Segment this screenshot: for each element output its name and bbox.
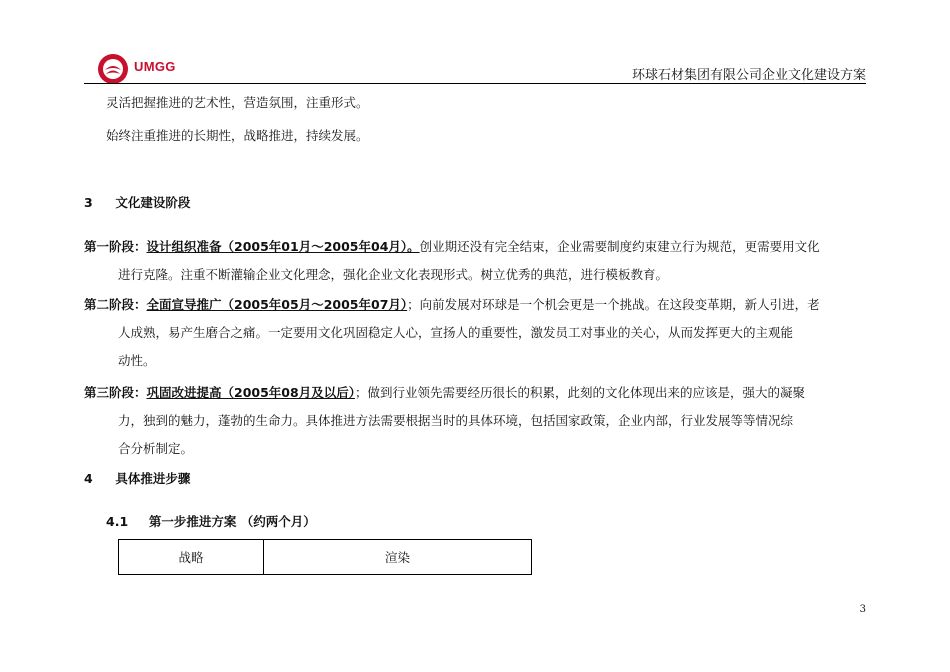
table-header-strategy: 战略 <box>119 540 264 575</box>
stage-text: 创业期还没有完全结束，企业需要制度约束建立行为规范，更需要用文化 <box>419 239 820 254</box>
stage-1 <box>84 233 866 289</box>
stage-text: 人成熟，易产生磨合之痛。一定要用文化巩固稳定人心，宣扬人的重要性，激发员工对事业的关心，从而发挥更大的主观能 <box>118 325 794 340</box>
section-number: 4 <box>84 471 93 486</box>
table-header-render: 渲染 <box>264 540 532 575</box>
stage-text: 力，独到的魅力，蓬勃的生命力。具体推进方法需要根据当时的具体环境，包括国家政策，企业内部，行业发展等等情况综 <box>118 413 794 428</box>
stage-2 <box>84 291 866 375</box>
section-3-heading <box>84 189 190 217</box>
header-divider <box>84 83 866 84</box>
section-title: 第一步推进方案 （约两个月） <box>148 514 316 529</box>
section-number: 3 <box>84 195 93 210</box>
section-title: 具体推进步骤 <box>115 471 191 486</box>
section-4-heading <box>84 465 190 493</box>
stage-text: ；向前发展对环球是一个机会更是一个挑战。在这段变革期，新人引进，老 <box>407 297 820 312</box>
table-row <box>119 540 532 575</box>
page-number: 3 <box>859 604 866 615</box>
stage-text: 进行克隆。注重不断灌输企业文化理念，强化企业文化表现形式。树立优秀的典范，进行模板教育。 <box>118 267 669 282</box>
stage-label: 第一阶段： <box>84 239 147 254</box>
section-title: 文化建设阶段 <box>115 195 191 210</box>
stage-text: ；做到行业领先需要经历很长的积累，此刻的文化体现出来的应该是，强大的凝聚 <box>354 385 805 400</box>
stage-label: 第三阶段： <box>84 385 147 400</box>
section-number: 4.1 <box>106 514 129 529</box>
stage-title: 设计组织准备（2005年01月～2005年04月）。 <box>146 239 420 254</box>
section-4-1-heading <box>106 508 316 536</box>
stage-text: 动性。 <box>118 353 156 368</box>
stage-label: 第二阶段： <box>84 297 147 312</box>
paragraph-line: 始终注重推进的长期性，战略推进，持续发展。 <box>106 128 369 143</box>
logo-text: UMGG <box>134 59 176 74</box>
stage-3 <box>84 379 866 463</box>
strategy-table <box>118 539 532 575</box>
header-title: 环球石材集团有限公司企业文化建设方案 <box>631 68 866 83</box>
umgg-logo-icon <box>96 52 130 86</box>
stage-text: 合分析制定。 <box>118 441 194 456</box>
paragraph-line: 灵活把握推进的艺术性，营造氛围，注重形式。 <box>106 95 369 110</box>
stage-title: 全面宣导推广（2005年05月～2005年07月） <box>146 297 408 312</box>
stage-title: 巩固改进提高（2005年08月及以后） <box>146 385 355 400</box>
